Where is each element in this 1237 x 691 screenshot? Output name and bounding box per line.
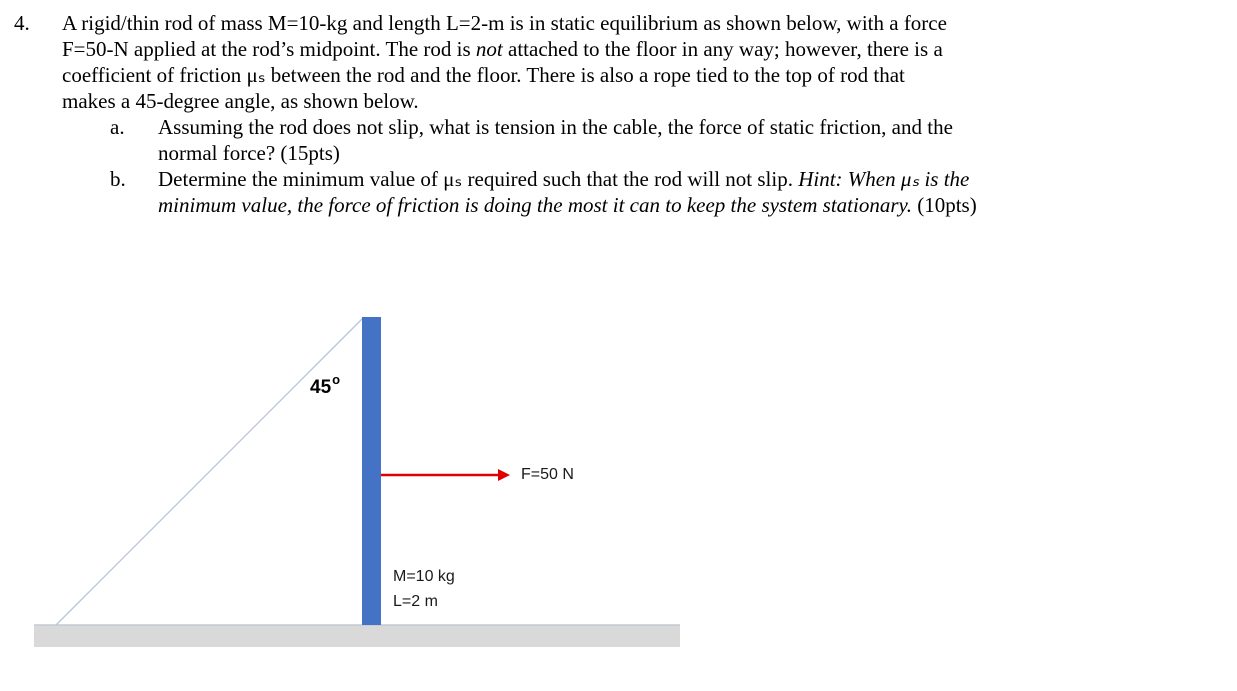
part-b-line-2: minimum value, the force of friction is doing the most it can to keep the system stationary. (10pts) (158, 193, 977, 217)
part-b-line-1: Determine the minimum value of μₛ required such that the rod will not slip. Hint: When μₛ is the (158, 167, 970, 191)
statement-line-2: F=50-N applied at the rod’s midpoint. The rod is not attached to the floor in any way; however, there is a (62, 37, 943, 61)
length-label: L=2 m (393, 593, 438, 610)
rope (56, 317, 364, 625)
angle-label: 45$^o$ (310, 372, 341, 398)
statement-line-4: makes a 45-degree angle, as shown below. (62, 89, 419, 113)
mass-label: M=10 kg (393, 568, 455, 585)
degree-symbol: o (332, 372, 341, 387)
statement-line-3: coefficient of friction μₛ between the rod and the floor. There is also a rope tied to the top of rod that (62, 63, 905, 87)
floor (34, 625, 680, 647)
part-a-letter: a. (110, 115, 125, 139)
part-b-letter: b. (110, 167, 126, 191)
statement-line-1: A rigid/thin rod of mass M=10-kg and length L=2-m is in static equilibrium as shown below, with a force (62, 11, 947, 35)
force-label: F=50 N (521, 466, 574, 483)
part-a-line-1: Assuming the rod does not slip, what is tension in the cable, the force of static friction, and the (158, 115, 953, 139)
part-a-line-2: normal force? (15pts) (158, 141, 340, 165)
problem-number: 4. (14, 11, 30, 35)
rod (362, 317, 381, 625)
force-arrow-head (498, 469, 510, 481)
